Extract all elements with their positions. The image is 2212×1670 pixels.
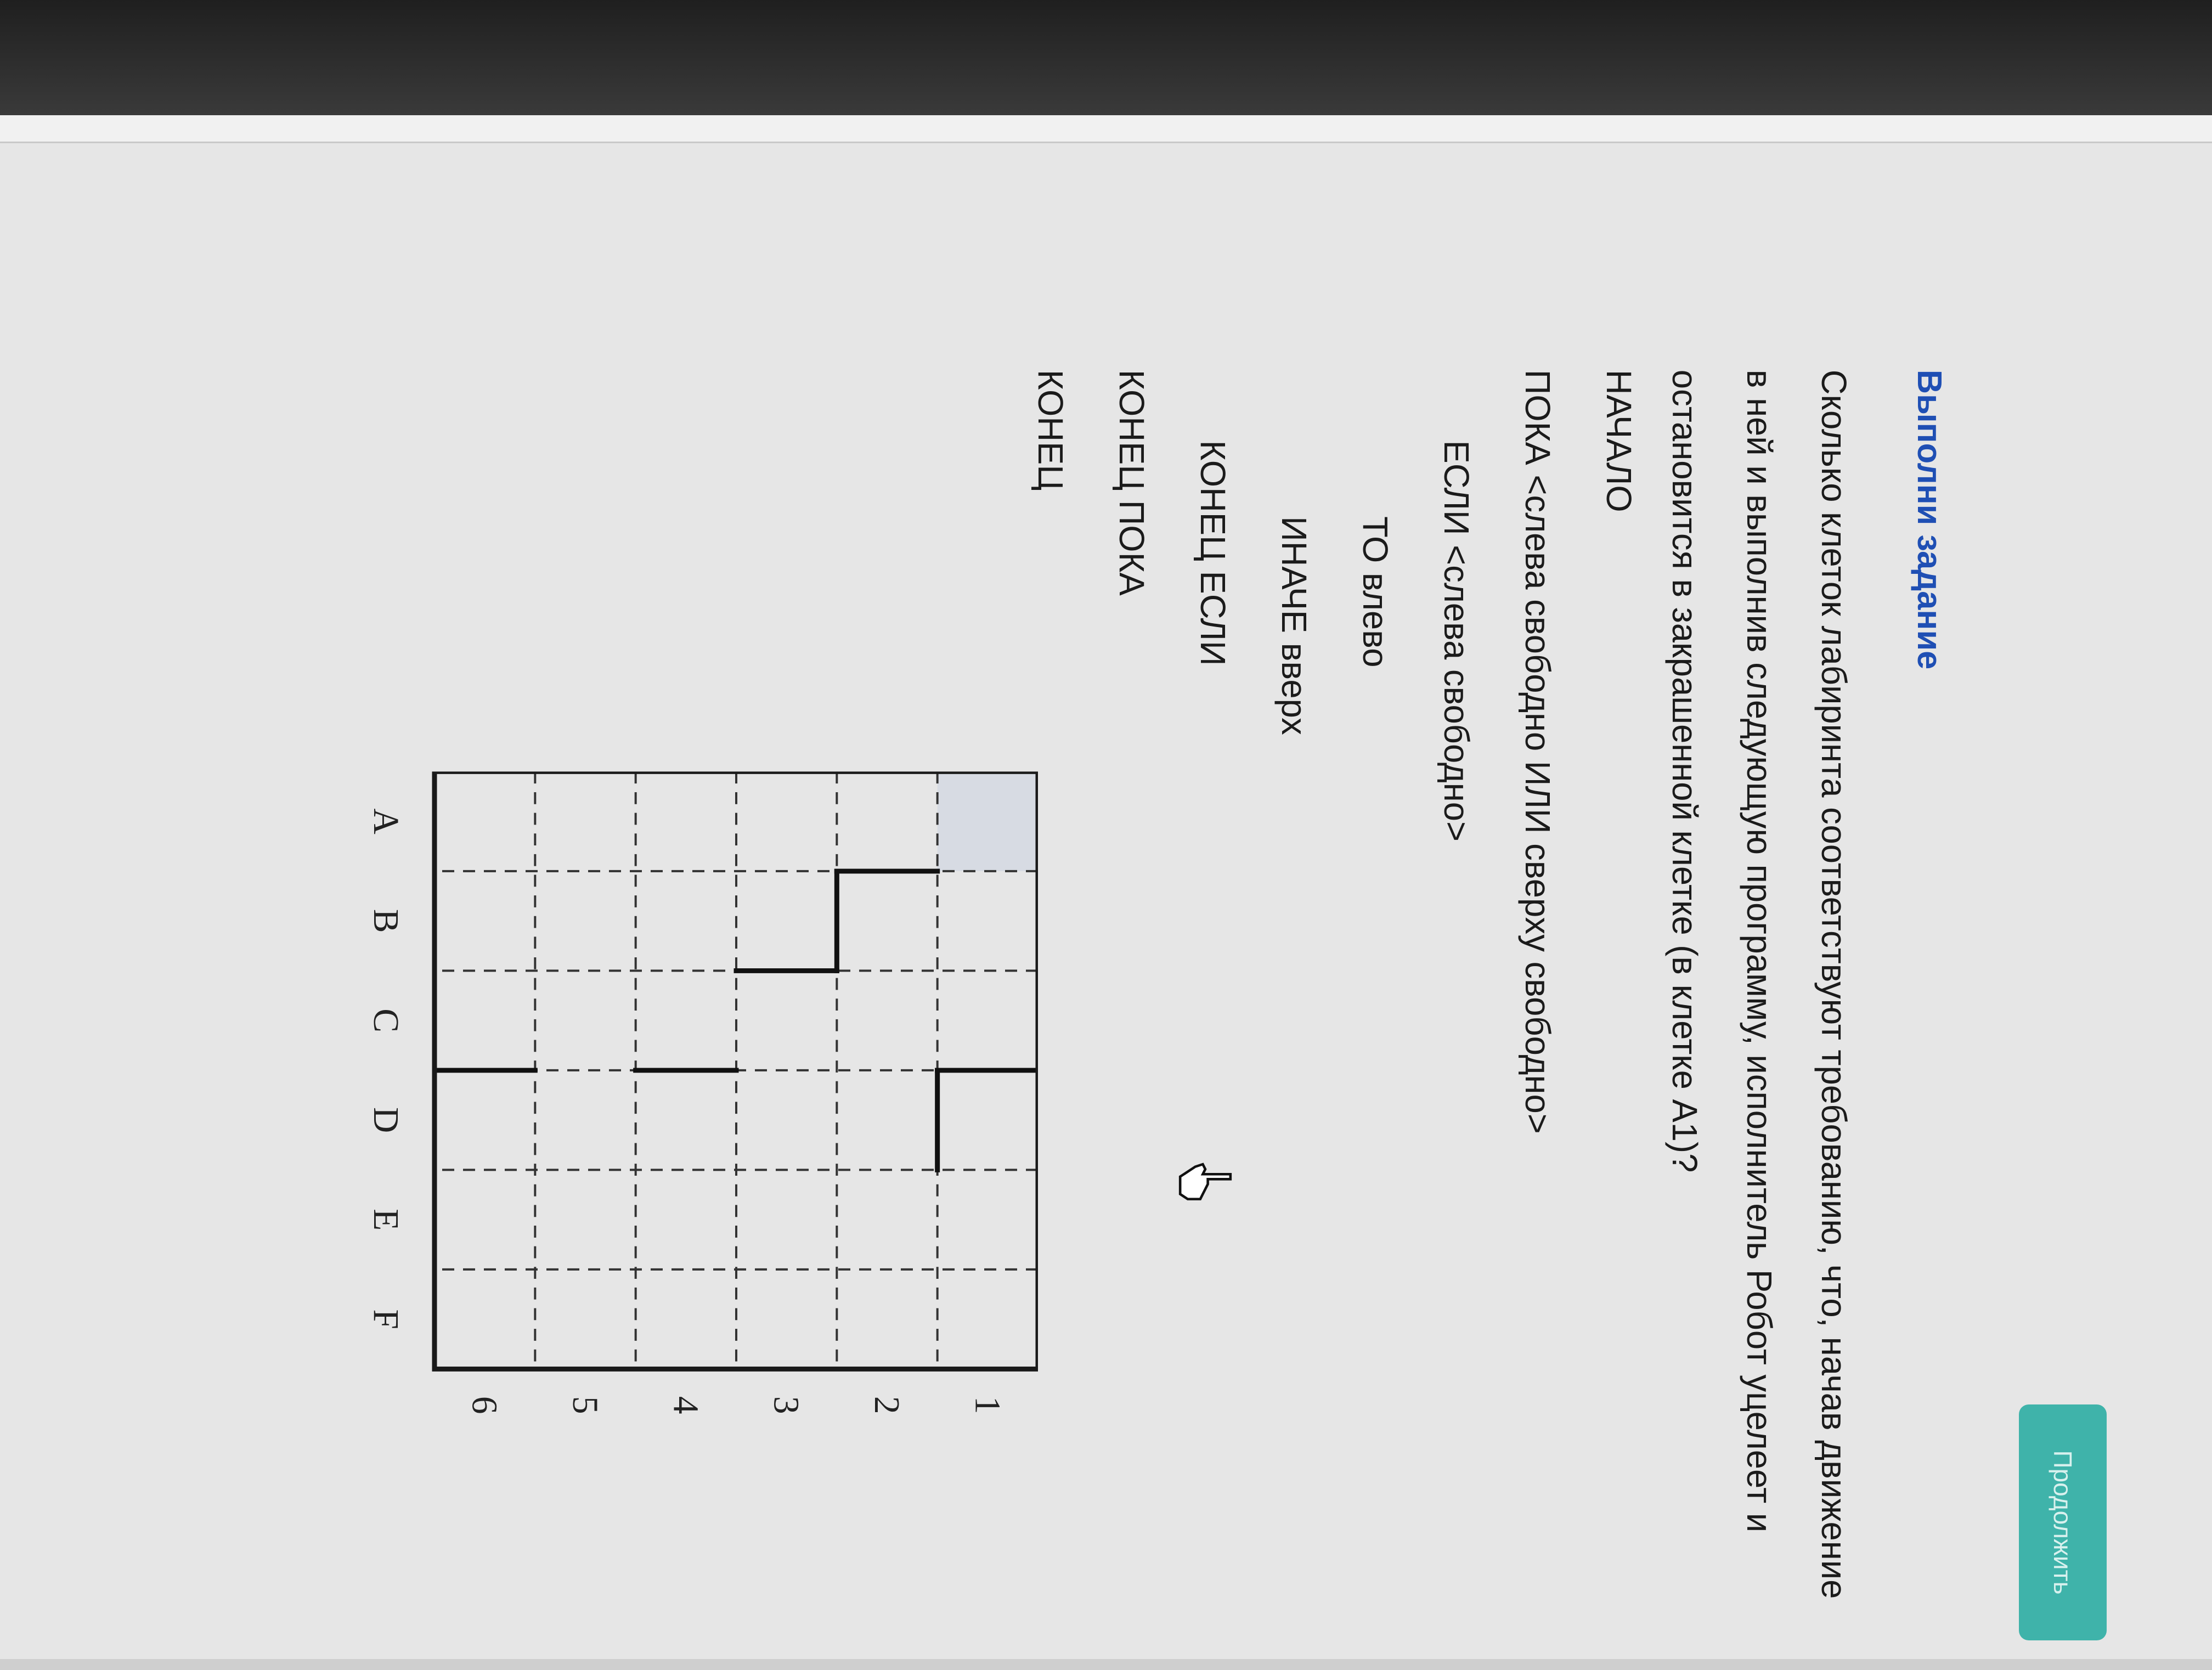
task-title: Выполни задание [1910, 369, 1948, 670]
row-label: 4 [665, 1396, 706, 1414]
shaded-cell [938, 771, 1038, 871]
program-line: КОНЕЦ ПОКА [1112, 369, 1152, 596]
column-label: D [365, 1107, 407, 1133]
continue-button[interactable] [2019, 1404, 2107, 1640]
task-content [987, 370, 1949, 1619]
continue-button-label: Продолжить [2049, 1450, 2077, 1595]
program-line: ЕСЛИ <слева свободно> [1437, 440, 1476, 842]
column-label: E [365, 1209, 407, 1231]
page-left-edge [0, 115, 2212, 143]
row-label: 2 [866, 1396, 907, 1414]
column-label: B [365, 909, 407, 933]
maze-grid [314, 771, 1038, 1423]
program-line: ПОКА <слева свободно ИЛИ сверху свободно> [1518, 369, 1558, 1134]
column-label: F [365, 1309, 407, 1329]
program-line: КОНЕЦ [1031, 369, 1070, 491]
row-label: 3 [766, 1396, 806, 1414]
task-page [0, 142, 2212, 1670]
program-line: ТО влево [1356, 516, 1395, 668]
row-label: 6 [464, 1396, 505, 1414]
column-label: C [365, 1008, 407, 1033]
program-line: КОНЕЦ ЕСЛИ [1193, 440, 1233, 666]
monitor-bezel [0, 0, 2212, 115]
program-line: НАЧАЛО [1599, 369, 1639, 512]
maze-figure [314, 771, 1038, 1423]
program-line: ИНАЧЕ вверх [1274, 516, 1314, 735]
mouse-cursor-icon [1175, 1152, 1235, 1211]
row-label: 1 [967, 1396, 1008, 1414]
row-label: 5 [565, 1396, 606, 1414]
column-label: A [365, 808, 407, 834]
task-question: Сколько клеток лабиринта соответствуют требованию, что, начав движение в ней и выполнив следующую программу, исполнитель Робот уцелеет и остановится в закрашенной клетке (в клетке A1)? [1665, 369, 1854, 1599]
